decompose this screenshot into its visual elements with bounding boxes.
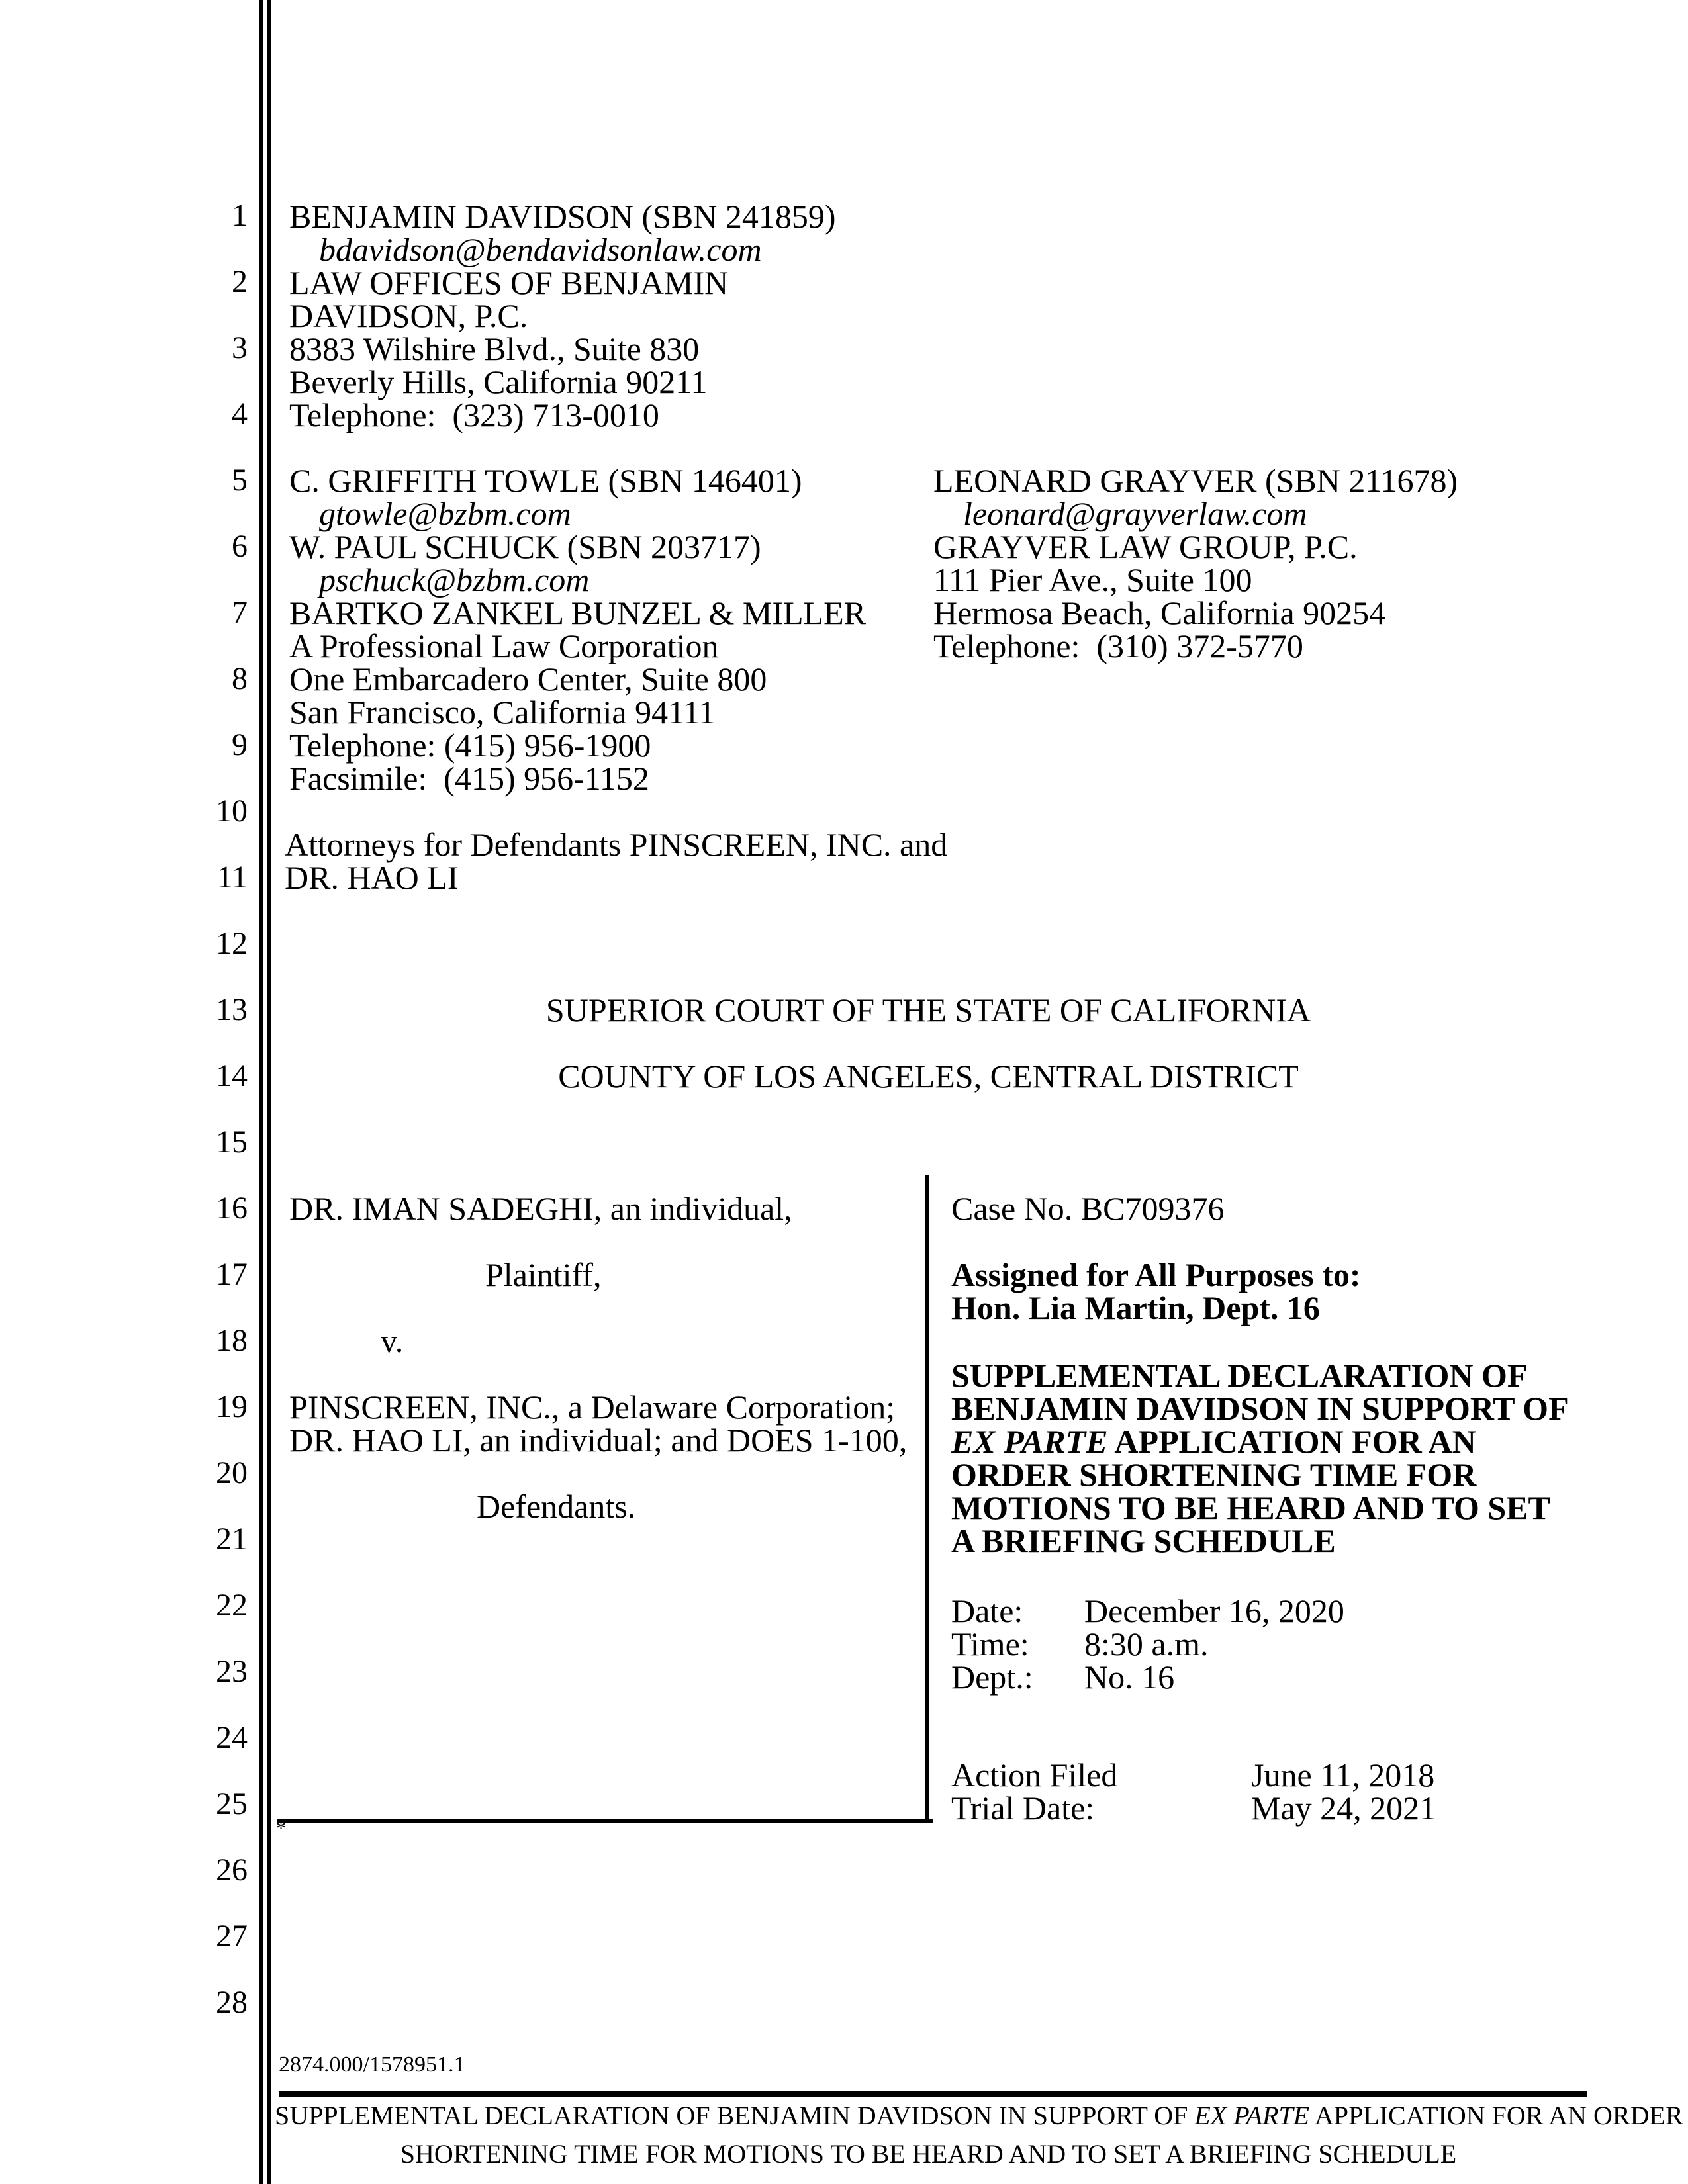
document-title bbox=[951, 1359, 1569, 1557]
court-district: COUNTY OF LOS ANGELES, CENTRAL DISTRICT bbox=[558, 1058, 1299, 1095]
text-line: 23 bbox=[216, 1654, 248, 1689]
text-line: gtowle@bzbm.com bbox=[319, 495, 571, 532]
text-line: Telephone: (415) 956-1900 bbox=[289, 727, 651, 764]
field-value: June 11, 2018 bbox=[1251, 1756, 1435, 1794]
text-line: Beverly Hills, California 90211 bbox=[289, 363, 708, 400]
text-line: 3 bbox=[232, 330, 248, 365]
text-line: C. GRIFFITH TOWLE (SBN 146401) bbox=[289, 462, 802, 499]
text-segment: EX PARTE bbox=[951, 1423, 1108, 1460]
text-segment: A BRIEFING SCHEDULE bbox=[951, 1522, 1336, 1559]
text-line: One Embarcadero Center, Suite 800 bbox=[289, 660, 767, 698]
text-line: 26 bbox=[216, 1852, 248, 1888]
footer-rule bbox=[279, 2091, 1587, 2097]
text-line: Assigned for All Purposes to: bbox=[951, 1256, 1361, 1293]
text-line: DAVIDSON, P.C. bbox=[289, 297, 528, 334]
defendants-names bbox=[289, 1390, 907, 1457]
text-line: 12 bbox=[216, 926, 248, 961]
text-line: 1 bbox=[232, 198, 248, 233]
text-line bbox=[951, 1592, 1344, 1629]
text-line: 13 bbox=[216, 992, 248, 1027]
text-line: 10 bbox=[216, 794, 248, 829]
text-line: 5 bbox=[232, 463, 248, 498]
text-segment: APPLICATION FOR AN ORDER bbox=[1309, 2101, 1683, 2130]
line-number-column bbox=[159, 199, 248, 2052]
defendants-role: Defendants. bbox=[477, 1488, 636, 1525]
text-line bbox=[951, 1458, 1569, 1491]
text-line: 22 bbox=[216, 1588, 248, 1623]
footnote-asterisk: * bbox=[276, 1817, 286, 1839]
text-line: leonard@grayverlaw.com bbox=[963, 495, 1307, 532]
left-double-rule-inner bbox=[267, 0, 271, 2184]
text-line: 9 bbox=[232, 727, 248, 762]
field-value: May 24, 2021 bbox=[1251, 1790, 1436, 1827]
text-line: 25 bbox=[216, 1786, 248, 1821]
text-line: 21 bbox=[216, 1522, 248, 1557]
text-segment: BENJAMIN DAVIDSON IN SUPPORT OF bbox=[951, 1390, 1569, 1427]
text-line bbox=[951, 1524, 1569, 1557]
text-line: 24 bbox=[216, 1720, 248, 1755]
text-line: 20 bbox=[216, 1455, 248, 1490]
text-line: 8383 Wilshire Blvd., Suite 830 bbox=[289, 330, 700, 367]
field-value: 8:30 a.m. bbox=[1084, 1625, 1209, 1662]
versus-label: v. bbox=[381, 1322, 404, 1359]
assigned-judge bbox=[951, 1258, 1361, 1324]
case-number: Case No. BC709376 bbox=[951, 1190, 1225, 1227]
text-line: 28 bbox=[216, 1985, 248, 2020]
text-line: 14 bbox=[216, 1058, 248, 1093]
text-segment: MOTIONS TO BE HEARD AND TO SET bbox=[951, 1489, 1550, 1526]
field-value: December 16, 2020 bbox=[1084, 1592, 1344, 1629]
text-line: Facsimile: (415) 956-1152 bbox=[289, 760, 649, 797]
text-line: pschuck@bzbm.com bbox=[319, 561, 590, 598]
text-line: GRAYVER LAW GROUP, P.C. bbox=[933, 528, 1358, 565]
text-line: 18 bbox=[216, 1323, 248, 1358]
left-double-rule-outer bbox=[259, 0, 263, 2184]
field-label: Date: bbox=[951, 1592, 1023, 1629]
document-id: 2874.000/1578951.1 bbox=[279, 2052, 465, 2077]
text-line bbox=[951, 1756, 1435, 1794]
text-line: 27 bbox=[216, 1919, 248, 1954]
text-line: 15 bbox=[216, 1124, 248, 1160]
text-line: PINSCREEN, INC., a Delaware Corporation; bbox=[289, 1388, 896, 1426]
text-line: DR. HAO LI bbox=[285, 859, 459, 896]
text-line bbox=[951, 1425, 1569, 1458]
text-line: LAW OFFICES OF BENJAMIN bbox=[289, 264, 729, 301]
text-line: BENJAMIN DAVIDSON (SBN 241859) bbox=[289, 198, 836, 235]
caption-divider-rule bbox=[925, 1175, 929, 1822]
text-line: LEONARD GRAYVER (SBN 211678) bbox=[933, 462, 1458, 499]
text-line: San Francisco, California 94111 bbox=[289, 694, 716, 731]
text-line: 16 bbox=[216, 1191, 248, 1226]
text-line: 2 bbox=[232, 264, 248, 299]
text-line: BARTKO ZANKEL BUNZEL & MILLER bbox=[289, 594, 866, 631]
text-line: 4 bbox=[232, 396, 248, 432]
text-line: 6 bbox=[232, 529, 248, 564]
caption-bottom-rule bbox=[277, 1819, 933, 1823]
text-line: Telephone: (310) 372-5770 bbox=[933, 627, 1303, 664]
text-segment: SUPPLEMENTAL DECLARATION OF BENJAMIN DAVIDSON IN SUPPORT OF bbox=[275, 2101, 1195, 2130]
court-name: SUPERIOR COURT OF THE STATE OF CALIFORNIA bbox=[545, 991, 1311, 1028]
text-line: Hon. Lia Martin, Dept. 16 bbox=[951, 1289, 1320, 1326]
text-segment: SUPPLEMENTAL DECLARATION OF bbox=[951, 1357, 1528, 1394]
text-segment: SHORTENING TIME FOR MOTIONS TO BE HEARD AND TO SET A BRIEFING SCHEDULE bbox=[400, 2139, 1457, 2169]
text-segment: EX PARTE bbox=[1194, 2101, 1310, 2130]
text-line: 11 bbox=[216, 860, 248, 895]
text-line bbox=[951, 1625, 1209, 1662]
text-line: W. PAUL SCHUCK (SBN 203717) bbox=[289, 528, 761, 565]
text-segment: ORDER SHORTENING TIME FOR bbox=[951, 1456, 1477, 1493]
text-line: bdavidson@bendavidsonlaw.com bbox=[319, 231, 762, 268]
field-label: Action Filed bbox=[951, 1756, 1118, 1794]
text-line: Hermosa Beach, California 90254 bbox=[933, 594, 1386, 631]
text-line bbox=[951, 1491, 1569, 1524]
text-segment: APPLICATION FOR AN bbox=[1107, 1423, 1476, 1460]
field-label: Trial Date: bbox=[951, 1790, 1095, 1827]
text-line: Attorneys for Defendants PINSCREEN, INC. and bbox=[285, 826, 948, 863]
text-line: 17 bbox=[216, 1257, 248, 1292]
text-line: 19 bbox=[216, 1389, 248, 1424]
text-line: 111 Pier Ave., Suite 100 bbox=[933, 561, 1252, 598]
text-line bbox=[951, 1359, 1569, 1392]
text-line: 8 bbox=[232, 661, 248, 696]
text-line bbox=[951, 1392, 1569, 1425]
field-label: Dept.: bbox=[951, 1659, 1033, 1696]
plaintiff-role: Plaintiff, bbox=[485, 1256, 602, 1293]
text-line: DR. HAO LI, an individual; and DOES 1-100, bbox=[289, 1422, 908, 1459]
footer-title bbox=[275, 2097, 1683, 2173]
footer-title-line-2 bbox=[275, 2135, 1582, 2173]
footer-title-line-1 bbox=[275, 2097, 1683, 2135]
attorney-block-davidson bbox=[289, 200, 836, 432]
plaintiff-name: DR. IMAN SADEGHI, an individual, bbox=[289, 1190, 792, 1227]
text-line: A Professional Law Corporation bbox=[289, 627, 719, 664]
hearing-info bbox=[951, 1592, 1344, 1696]
text-line bbox=[951, 1790, 1436, 1827]
attorney-block-bartko bbox=[289, 464, 866, 795]
text-line: 7 bbox=[232, 595, 248, 630]
field-value: No. 16 bbox=[1084, 1659, 1175, 1696]
text-line: Telephone: (323) 713-0010 bbox=[289, 396, 659, 433]
field-label: Time: bbox=[951, 1625, 1029, 1662]
attorneys-for-block bbox=[285, 828, 947, 894]
filing-info bbox=[951, 1756, 1436, 1827]
attorney-block-grayver bbox=[933, 464, 1458, 662]
text-line bbox=[951, 1659, 1175, 1696]
